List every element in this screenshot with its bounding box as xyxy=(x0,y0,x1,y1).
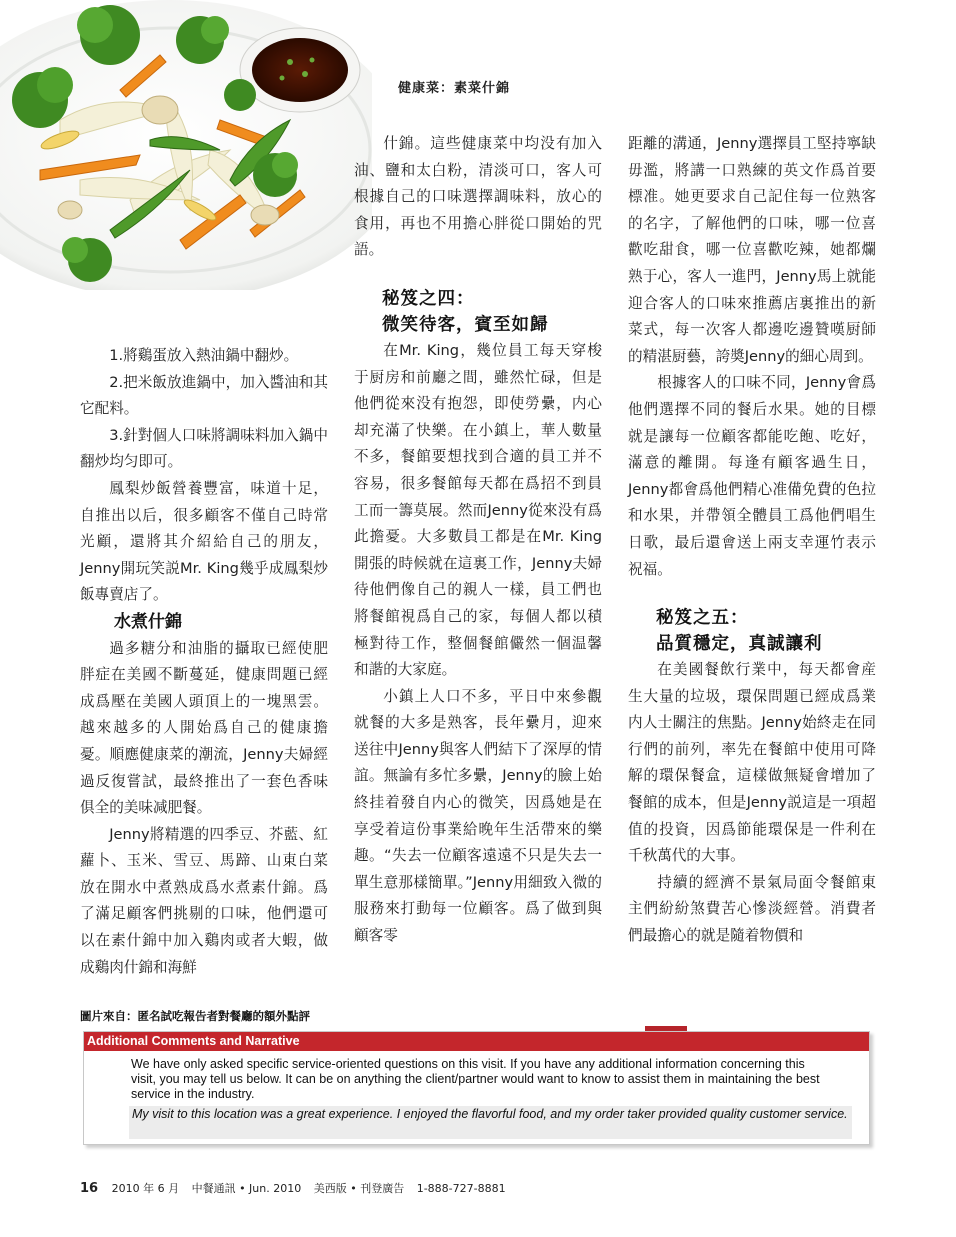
recipe-step: 1.將鷄蛋放入熱油鍋中翻炒。 xyxy=(109,347,299,364)
paragraph: 持續的經濟不景氣局面令餐館東主們紛紛煞費苦心慘淡經營。消費者們最擔心的就是隨着物價和 xyxy=(628,873,876,945)
section-heading-line1: 秘笈之四： xyxy=(382,288,475,309)
paragraph: 什錦。這些健康菜中均没有加入油、鹽和太白粉，清淡可口，客人可根據自己的口味選擇調味料，放心的食用，再也不用擔心胖從口開始的咒語。 xyxy=(354,135,602,259)
vegetable-dish-illustration xyxy=(0,0,372,290)
article-column-2 xyxy=(354,131,602,950)
footer-date: 2010 年 6 月 xyxy=(111,1182,180,1195)
page-number: 16 xyxy=(80,1181,99,1196)
paragraph: 過多糖分和油脂的攝取已經使肥胖症在美國不斷蔓延，健康問題已經成爲壓在美國人頭頂上的一塊黑雲。越來越多的人開始爲自己的健康擔憂。順應健康菜的潮流，Jenny夫婦經過反復嘗試，最終推出了一套色香味俱全的美味减肥餐。 xyxy=(80,639,328,817)
image-source-note: 圖片來自：匿名試吃報告者對餐廳的額外點評 xyxy=(80,1009,310,1023)
paragraph: Jenny將精選的四季豆、芥藍、紅蘿卜、玉米、雪豆、馬蹄、山東白菜放在開水中煮熟成爲水煮素什錦。爲了滿足顧客們挑剔的口味，他們還可以在素什錦中加入鷄肉或者大蝦，做成鷄肉什錦和海鮮 xyxy=(80,825,328,976)
comments-intro-text: We have only asked specific service-oriented questions on this visit. If you have any additional information concerning this visit, you may tell us below. It can be on anything the client/partner would want to know to assist them in maintaining the best service in the industry. xyxy=(131,1057,820,1101)
footer-publication: 中餐通訊 • Jun. 2010 xyxy=(191,1182,302,1195)
section-heading: 水煮什錦 xyxy=(114,611,182,632)
food-photo xyxy=(0,0,372,290)
footer-phone: 1-888-727-8881 xyxy=(416,1182,506,1195)
paragraph: 鳳梨炒飯營養豐富，味道十足，自推出以后，很多顧客不僅自己時常光顧，還將其介紹給自己的朋友，Jenny開玩笑説Mr. King幾乎成鳳梨炒飯專賣店了。 xyxy=(80,479,328,604)
page-footer xyxy=(80,1180,515,1196)
paragraph: 在Mr. King，幾位員工每天穿梭于厨房和前廳之間，雖然忙碌，但是他們從來没有抱怨，即使勞纍，内心却充滿了快樂。在小鎮上，華人數量不多，餐館要想找到合適的員工并不容易，很多餐館每天都在爲招不到員工而一籌莫展。然而Jenny從來没有爲此擔憂。大多數員工都是在Mr. King開張的時候就在這裏工作，Jenny夫婦待他們像自己的親人一樣，員工們也將餐館視爲自己的家，每個人都以積極對待工作，整個餐館儼然一個温馨和諧的大家庭。 xyxy=(354,341,602,679)
paragraph: 距離的溝通，Jenny選擇員工堅持寧缺毋濫，將講一口熟練的英文作爲首要標准。她更要求自己記住每一位熟客的名字，了解他們的口味，哪一位喜歡吃甜食，哪一位喜歡吃辣，她都爛熟于心，客人一進門，Jenny馬上就能迎合客人的口味來推薦店裏推出的新菜式，每一次客人都邊吃邊贊嘆厨師的精湛厨藝，誇奬Jenny的細心周到。 xyxy=(628,135,876,365)
article-column-3 xyxy=(628,131,876,950)
section-heading-line2: 微笑待客，賓至如歸 xyxy=(382,314,549,335)
photo-caption: 健康菜：素菜什錦 xyxy=(398,81,511,96)
comments-response-text: My visit to this location was a great experience. I enjoyed the flavorful food, and my order taker provided quality customer service. xyxy=(129,1106,852,1139)
section-heading-line1: 秘笈之五： xyxy=(656,608,749,629)
recipe-step: 2.把米飯放進鍋中，加入醬油和其它配料。 xyxy=(80,373,328,418)
paragraph: 根據客人的口味不同，Jenny會爲他們選擇不同的餐后水果。她的目標就是讓每一位顧客都能吃飽、吃好，滿意的離開。每逢有顧客過生日，Jenny都會爲他們精心准備免費的色拉和水果，并帶領全體員工爲他們唱生日歌，最后還會送上兩支幸運竹表示祝福。 xyxy=(628,374,876,578)
paragraph: 在美國餐飲行業中，每天都會産生大量的垃圾，環保問題已經成爲業内人士關注的焦點。Jenny始終走在同行們的前列，率先在餐館中使用可降解的環保餐盒，這樣做無疑會增加了餐館的成本，但是Jenny説這是一項超值的投資，因爲節能環保是一件利在千秋萬代的大事。 xyxy=(628,661,876,865)
recipe-step: 3.針對個人口味將調味料加入鍋中翻炒均匀即可。 xyxy=(80,426,328,471)
article-column-1 xyxy=(80,343,328,981)
paragraph: 小鎮上人口不多，平日中來參觀就餐的大多是熟客，長年纍月，迎來送往中Jenny與客人們結下了深厚的情誼。無論有多忙多纍，Jenny的臉上始終挂着發自内心的微笑，因爲她是在享受着這份事業給晚年生活帶來的樂趣。“失去一位顧客遠遠不只是失去一單生意那樣簡單。”Jenny用細致入微的服務來打動每一位顧客。爲了做到與顧客零 xyxy=(354,687,602,945)
section-heading-line2: 品質穩定，真誠讓利 xyxy=(656,634,823,655)
footer-edition: 美西版 • 刊登廣告 xyxy=(313,1182,405,1195)
additional-comments-box xyxy=(83,1031,870,1145)
comments-header: Additional Comments and Narrative xyxy=(84,1032,869,1051)
